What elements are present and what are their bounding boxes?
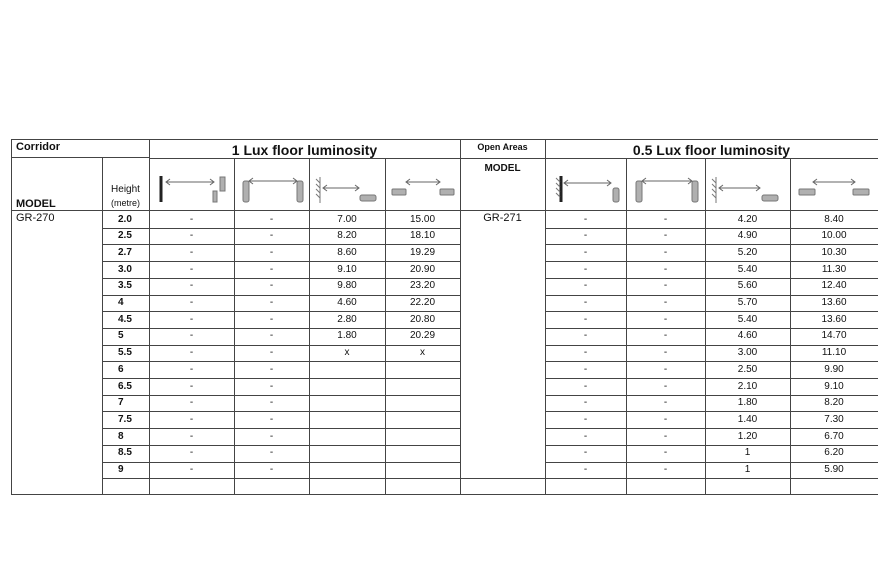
corridor-distance-cell: - bbox=[189, 213, 194, 225]
corridor-distance-cell: - bbox=[269, 246, 274, 258]
corridor-distance-cell: - bbox=[269, 297, 274, 308]
corridor-distance-cell: - bbox=[269, 380, 274, 392]
corridor-distance-cell: 7.00 bbox=[337, 213, 357, 225]
corridor-distance-cell: 4.60 bbox=[337, 297, 357, 308]
open-areas-distance-cell: 2.50 bbox=[737, 363, 758, 375]
end-to-end-icon bbox=[632, 173, 702, 205]
corridor-distance-cell: - bbox=[189, 230, 194, 242]
open-areas-distance-cell: 1.80 bbox=[737, 397, 758, 409]
open-areas-distance-cell: 11.30 bbox=[821, 263, 847, 275]
open-areas-distance-cell: 7.30 bbox=[824, 413, 844, 425]
open-areas-distance-cell: - bbox=[583, 347, 588, 359]
height-value: 7 bbox=[118, 397, 124, 409]
open-areas-distance-cell: 10.30 bbox=[821, 246, 847, 258]
wall-to-center-icon bbox=[710, 173, 786, 205]
open-areas-distance-cell: 4.20 bbox=[737, 213, 758, 225]
height-value: 6 bbox=[118, 363, 124, 375]
corridor-section-label: Corridor bbox=[16, 141, 60, 153]
corridor-distance-cell: 19.29 bbox=[409, 246, 436, 258]
corridor-distance-cell bbox=[309, 462, 385, 478]
open-areas-distance-cell: - bbox=[583, 447, 588, 459]
corridor-distance-cell: - bbox=[189, 297, 194, 308]
corridor-distance-cell: 23.20 bbox=[409, 280, 436, 292]
corridor-distance-cell: 8.60 bbox=[337, 246, 357, 258]
open-areas-distance-cell: - bbox=[663, 213, 668, 225]
height-value: 2.7 bbox=[118, 246, 132, 258]
open-areas-distance-cell: 5.40 bbox=[737, 263, 758, 275]
corridor-distance-cell: - bbox=[269, 397, 274, 409]
corridor-distance-cell: 8.20 bbox=[337, 230, 357, 242]
height-value: 8.5 bbox=[118, 447, 132, 459]
open-areas-distance-cell: - bbox=[663, 330, 668, 342]
open-areas-distance-cell: - bbox=[583, 280, 588, 292]
corridor-distance-cell: 15.00 bbox=[409, 213, 436, 225]
open-areas-distance-cell: 6.20 bbox=[824, 447, 844, 459]
corridor-distance-cell: - bbox=[269, 413, 274, 425]
open-areas-distance-cell: - bbox=[583, 380, 588, 392]
height-value: 5.5 bbox=[118, 347, 132, 359]
open-areas-distance-cell: - bbox=[663, 413, 668, 425]
corridor-distance-cell: - bbox=[189, 313, 194, 325]
corridor-title: 1 Lux floor luminosity bbox=[231, 142, 378, 158]
open-areas-model-label: MODEL bbox=[484, 163, 521, 174]
corridor-distance-cell: - bbox=[269, 230, 274, 242]
open-areas-distance-cell: 4.60 bbox=[737, 330, 758, 342]
corridor-distance-cell bbox=[309, 379, 385, 395]
corridor-model-value: GR-270 bbox=[16, 212, 55, 224]
open-areas-distance-cell: - bbox=[663, 246, 668, 258]
open-areas-distance-cell: 9.90 bbox=[824, 363, 844, 375]
open-areas-distance-cell: 1 bbox=[744, 447, 751, 459]
open-areas-distance-cell: 5.90 bbox=[824, 464, 844, 475]
open-areas-distance-cell: 9.10 bbox=[824, 380, 844, 392]
corridor-distance-cell bbox=[385, 445, 460, 461]
height-label: Height bbox=[111, 184, 140, 195]
wall-to-end-icon bbox=[156, 173, 228, 205]
open-areas-distance-cell: - bbox=[583, 297, 588, 308]
corridor-distance-cell bbox=[385, 412, 460, 428]
corridor-distance-cell bbox=[309, 362, 385, 378]
center-to-center-icon bbox=[390, 173, 458, 205]
open-areas-distance-cell: 8.40 bbox=[824, 213, 844, 225]
open-areas-distance-cell: - bbox=[663, 280, 668, 292]
open-areas-distance-cell: - bbox=[583, 430, 588, 442]
open-areas-distance-cell: 4.90 bbox=[737, 230, 758, 242]
open-areas-distance-cell: - bbox=[663, 313, 668, 325]
open-areas-distance-cell: 2.10 bbox=[737, 380, 758, 392]
corridor-distance-cell bbox=[385, 379, 460, 395]
corridor-distance-cell: - bbox=[189, 447, 194, 459]
open-areas-distance-cell: - bbox=[663, 230, 668, 242]
corridor-distance-cell bbox=[309, 445, 385, 461]
corridor-distance-cell: - bbox=[189, 430, 194, 442]
open-areas-distance-cell: - bbox=[583, 213, 588, 225]
height-value: 7.5 bbox=[118, 413, 132, 425]
open-areas-distance-cell: - bbox=[663, 347, 668, 359]
open-areas-distance-cell: 12.40 bbox=[821, 280, 847, 292]
corridor-distance-cell: - bbox=[189, 263, 194, 275]
open-areas-distance-cell: - bbox=[583, 363, 588, 375]
corridor-distance-cell: 18.10 bbox=[409, 230, 436, 242]
open-areas-distance-cell: - bbox=[583, 330, 588, 342]
corridor-distance-cell bbox=[385, 395, 460, 411]
corridor-distance-cell: - bbox=[189, 397, 194, 409]
corridor-distance-cell: - bbox=[269, 213, 274, 225]
corridor-distance-cell: 20.80 bbox=[409, 313, 436, 325]
corridor-distance-cell: x bbox=[420, 347, 425, 359]
open-areas-distance-cell: - bbox=[663, 447, 668, 459]
open-areas-distance-cell: - bbox=[663, 397, 668, 409]
corridor-distance-cell: 1.80 bbox=[337, 330, 357, 342]
open-areas-distance-cell: 3.00 bbox=[737, 347, 758, 359]
height-value: 4.5 bbox=[118, 313, 132, 325]
end-to-end-icon bbox=[239, 173, 307, 205]
corridor-distance-cell: - bbox=[189, 280, 194, 292]
corridor-distance-cell bbox=[385, 462, 460, 478]
wall-to-end-icon bbox=[551, 173, 623, 205]
corridor-distance-cell: - bbox=[269, 263, 274, 275]
corridor-distance-cell: - bbox=[189, 347, 194, 359]
height-value: 5 bbox=[118, 330, 124, 342]
height-value: 6.5 bbox=[118, 380, 132, 392]
height-unit: (metre) bbox=[111, 198, 140, 208]
open-areas-distance-cell: 6.70 bbox=[824, 430, 844, 442]
corridor-distance-cell bbox=[309, 412, 385, 428]
open-areas-distance-cell: 1 bbox=[744, 464, 751, 475]
corridor-distance-cell: - bbox=[189, 363, 194, 375]
corridor-distance-cell bbox=[385, 362, 460, 378]
height-value: 2.5 bbox=[118, 230, 132, 242]
open-areas-distance-cell: - bbox=[663, 363, 668, 375]
corridor-distance-cell: - bbox=[189, 246, 194, 258]
corridor-distance-cell: - bbox=[269, 464, 274, 475]
height-value: 9 bbox=[118, 464, 124, 475]
open-areas-distance-cell: 5.40 bbox=[737, 313, 758, 325]
open-areas-distance-cell: - bbox=[583, 313, 588, 325]
height-value: 2.0 bbox=[118, 213, 132, 225]
open-areas-distance-cell: - bbox=[663, 263, 668, 275]
height-value: 3.5 bbox=[118, 280, 132, 292]
open-areas-section-label: Open Areas bbox=[477, 142, 528, 152]
corridor-distance-cell bbox=[385, 429, 460, 445]
open-areas-distance-cell: 14.70 bbox=[821, 330, 847, 342]
corridor-distance-cell: - bbox=[189, 464, 194, 475]
open-areas-distance-cell: - bbox=[583, 263, 588, 275]
open-areas-distance-cell: - bbox=[583, 397, 588, 409]
open-areas-distance-cell: - bbox=[583, 230, 588, 242]
open-areas-distance-cell: - bbox=[663, 464, 668, 475]
open-areas-distance-cell: 1.20 bbox=[737, 430, 758, 442]
corridor-distance-cell: - bbox=[189, 330, 194, 342]
height-value: 4 bbox=[118, 297, 124, 308]
corridor-distance-cell bbox=[309, 395, 385, 411]
corridor-distance-cell: - bbox=[269, 280, 274, 292]
corridor-distance-cell: 22.20 bbox=[409, 297, 436, 308]
open-areas-distance-cell: 13.60 bbox=[821, 297, 847, 308]
corridor-distance-cell: - bbox=[269, 313, 274, 325]
lighting-spec-table bbox=[11, 139, 878, 495]
open-areas-distance-cell: 5.60 bbox=[737, 280, 758, 292]
corridor-distance-cell: 9.10 bbox=[337, 263, 357, 275]
corridor-distance-cell: - bbox=[269, 447, 274, 459]
corridor-distance-cell: - bbox=[269, 363, 274, 375]
corridor-distance-cell: - bbox=[269, 430, 274, 442]
corridor-distance-cell: 20.29 bbox=[409, 330, 436, 342]
open-areas-distance-cell: 5.70 bbox=[737, 297, 758, 308]
open-areas-distance-cell: - bbox=[583, 413, 588, 425]
corridor-distance-cell: - bbox=[269, 347, 274, 359]
height-value: 8 bbox=[118, 430, 124, 442]
open-areas-distance-cell: - bbox=[583, 464, 588, 475]
open-areas-model-value: GR-271 bbox=[483, 212, 522, 224]
corridor-distance-cell: 9.80 bbox=[337, 280, 357, 292]
open-areas-distance-cell: 5.20 bbox=[737, 246, 758, 258]
corridor-distance-cell: 20.90 bbox=[409, 263, 436, 275]
open-areas-distance-cell: 13.60 bbox=[821, 313, 847, 325]
open-areas-distance-cell: 8.20 bbox=[824, 397, 844, 409]
open-areas-distance-cell: 10.00 bbox=[821, 230, 847, 242]
wall-to-center-icon bbox=[314, 173, 382, 205]
corridor-distance-cell: x bbox=[344, 347, 350, 359]
corridor-distance-cell: - bbox=[189, 380, 194, 392]
open-areas-title: 0.5 Lux floor luminosity bbox=[632, 142, 791, 158]
center-to-center-icon bbox=[793, 173, 875, 205]
height-value: 3.0 bbox=[118, 263, 132, 275]
open-areas-distance-cell: 1.40 bbox=[737, 413, 758, 425]
open-areas-distance-cell: - bbox=[583, 246, 588, 258]
corridor-model-label: MODEL bbox=[16, 198, 56, 210]
open-areas-distance-cell: - bbox=[663, 380, 668, 392]
corridor-distance-cell: - bbox=[189, 413, 194, 425]
corridor-distance-cell: - bbox=[269, 330, 274, 342]
open-areas-distance-cell: 11.10 bbox=[821, 347, 847, 359]
open-areas-distance-cell: - bbox=[663, 297, 668, 308]
corridor-distance-cell: 2.80 bbox=[337, 313, 357, 325]
corridor-distance-cell bbox=[309, 429, 385, 445]
open-areas-distance-cell: - bbox=[663, 430, 668, 442]
